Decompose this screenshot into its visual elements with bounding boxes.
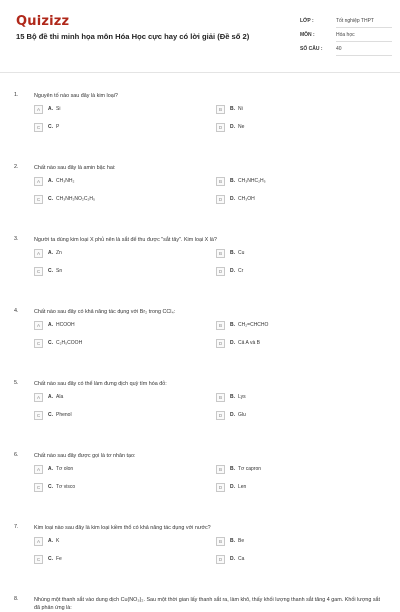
- answer-option-d[interactable]: [216, 266, 243, 276]
- option-letter: D.: [230, 124, 235, 130]
- option-letter: A.: [48, 394, 53, 400]
- question-number: 5.: [14, 380, 19, 386]
- option-letter: C.: [48, 196, 53, 202]
- option-text: Cả A và B: [238, 340, 260, 346]
- meta-key: LỚP :: [300, 18, 314, 24]
- option-text: CH₂=CHCHO: [238, 322, 269, 328]
- option-text: Zn: [56, 250, 62, 256]
- option-checkbox[interactable]: A: [34, 465, 43, 474]
- option-text: Tơ capron: [238, 466, 262, 472]
- option-text: Cr: [238, 268, 244, 274]
- option-text: K: [56, 538, 60, 544]
- question-text: Chất nào sau đây có khả năng tác dụng với Br₂ trong CCl₄:: [34, 309, 176, 315]
- option-checkbox[interactable]: B: [216, 537, 225, 546]
- option-letter: C.: [48, 124, 53, 130]
- answer-option-c[interactable]: [34, 266, 62, 276]
- option-checkbox[interactable]: C: [34, 555, 43, 564]
- option-text: CH₃OH: [238, 196, 255, 202]
- option-text: Ni: [238, 106, 243, 112]
- option-text: Ca: [238, 556, 245, 562]
- question-number: 8.: [14, 596, 19, 602]
- header-divider: [0, 72, 400, 73]
- question-number: 6.: [14, 452, 19, 458]
- option-letter: A.: [48, 466, 53, 472]
- option-checkbox[interactable]: D: [216, 483, 225, 492]
- option-checkbox[interactable]: A: [34, 249, 43, 258]
- option-letter: D.: [230, 556, 235, 562]
- question-text: Nguyên tố nào sau đây là kim loại?: [34, 93, 118, 99]
- question-number: 7.: [14, 524, 19, 530]
- option-checkbox[interactable]: C: [34, 123, 43, 132]
- option-text: Phenol: [56, 412, 72, 418]
- worksheet-title: 15 Bộ đề thi minh họa môn Hóa Học cực hay có lời giải (Đề số 2): [16, 32, 250, 41]
- option-letter: B.: [230, 538, 235, 544]
- answer-option-c[interactable]: [34, 554, 62, 564]
- answer-option-b[interactable]: [216, 392, 246, 402]
- quizizz-logo: Quizizz: [16, 14, 70, 29]
- option-letter: B.: [230, 178, 235, 184]
- question-text: Người ta dùng kim loại X phủ nên là sắt để thu được "sắt tây". Kim loại X là?: [34, 237, 217, 243]
- option-text: Si: [56, 106, 61, 112]
- question-text: Chất nào sau đây có thể làm đưng dịch quỳ tím hóa đỏ:: [34, 381, 167, 387]
- option-text: CH₃NHC₂H₅: [238, 178, 266, 184]
- option-letter: B.: [230, 394, 235, 400]
- question-number: 1.: [14, 92, 19, 98]
- answer-option-b[interactable]: [216, 464, 261, 474]
- answer-option-a[interactable]: [34, 176, 74, 186]
- answer-option-a[interactable]: [34, 248, 62, 258]
- answer-option-a[interactable]: [34, 464, 73, 474]
- meta-value: Hóa học: [336, 28, 392, 42]
- option-checkbox[interactable]: B: [216, 105, 225, 114]
- option-checkbox[interactable]: A: [34, 393, 43, 402]
- option-checkbox[interactable]: D: [216, 555, 225, 564]
- question-number: 3.: [14, 236, 19, 242]
- option-letter: B.: [230, 466, 235, 472]
- option-checkbox[interactable]: B: [216, 321, 225, 330]
- meta-row-class: [300, 14, 392, 28]
- meta-table: [300, 14, 392, 56]
- option-checkbox[interactable]: C: [34, 267, 43, 276]
- option-letter: B.: [230, 322, 235, 328]
- meta-key: MÔN :: [300, 32, 315, 38]
- option-checkbox[interactable]: A: [34, 177, 43, 186]
- option-checkbox[interactable]: D: [216, 267, 225, 276]
- option-text: Lys: [238, 394, 246, 400]
- answer-option-b[interactable]: [216, 176, 266, 186]
- option-letter: C.: [48, 484, 53, 490]
- answer-option-b[interactable]: [216, 248, 244, 258]
- option-text: Fe: [56, 556, 62, 562]
- option-letter: D.: [230, 340, 235, 346]
- answer-option-d[interactable]: [216, 122, 244, 132]
- option-letter: D.: [230, 484, 235, 490]
- option-checkbox[interactable]: A: [34, 537, 43, 546]
- option-text: Ne: [238, 124, 245, 130]
- option-text: Glu: [238, 412, 246, 418]
- option-letter: B.: [230, 250, 235, 256]
- option-text: Ala: [56, 394, 64, 400]
- answer-option-d[interactable]: [216, 482, 246, 492]
- option-checkbox[interactable]: D: [216, 195, 225, 204]
- answer-option-c[interactable]: [34, 122, 59, 132]
- answer-option-d[interactable]: [216, 194, 255, 204]
- meta-key: SỐ CÂU :: [300, 46, 323, 52]
- option-text: Tơ olon: [56, 466, 74, 472]
- option-letter: A.: [48, 106, 53, 112]
- option-text: Be: [238, 538, 245, 544]
- answer-option-a[interactable]: [34, 104, 60, 114]
- answer-option-a[interactable]: [34, 392, 63, 402]
- meta-value: Tốt nghiệp THPT: [336, 14, 392, 28]
- option-checkbox[interactable]: C: [34, 339, 43, 348]
- option-checkbox[interactable]: C: [34, 195, 43, 204]
- option-checkbox[interactable]: C: [34, 483, 43, 492]
- option-letter: C.: [48, 412, 53, 418]
- option-letter: A.: [48, 178, 53, 184]
- option-letter: B.: [230, 106, 235, 112]
- option-checkbox[interactable]: D: [216, 123, 225, 132]
- answer-option-c[interactable]: [34, 482, 75, 492]
- answer-option-d[interactable]: [216, 554, 244, 564]
- option-letter: A.: [48, 538, 53, 544]
- option-checkbox[interactable]: D: [216, 339, 225, 348]
- answer-option-b[interactable]: [216, 104, 243, 114]
- option-checkbox[interactable]: A: [34, 321, 43, 330]
- option-text: Tơ visco: [56, 484, 76, 490]
- answer-option-d[interactable]: [216, 410, 246, 420]
- question-text: Kim loại nào sau đây là kim loại kiềm thổ có khả năng tác dụng với nước?: [34, 525, 211, 531]
- question-text: Nhúng một thanh sắt vào dung dịch Cu(NO₃)₂. Sau một thời gian lấy thanh sắt ra, làm khô, thấy khối lượng thanh sắt tăng 4 gam. Khối lượng sắt đã phản ứng là:: [34, 597, 381, 611]
- worksheet-header: [0, 0, 400, 72]
- option-checkbox[interactable]: B: [216, 393, 225, 402]
- meta-value: 40: [336, 42, 392, 56]
- option-letter: A.: [48, 250, 53, 256]
- option-checkbox[interactable]: C: [34, 411, 43, 420]
- option-text: C₂H₅COOH: [56, 340, 83, 346]
- answer-option-c[interactable]: [34, 410, 72, 420]
- option-letter: C.: [48, 556, 53, 562]
- answer-option-b[interactable]: [216, 536, 244, 546]
- option-text: Cu: [238, 250, 245, 256]
- option-letter: D.: [230, 196, 235, 202]
- option-text: CH₃NH₂NO₂C₂H₅: [56, 196, 96, 202]
- option-checkbox[interactable]: B: [216, 249, 225, 258]
- meta-row-count: [300, 42, 392, 56]
- question-number: 2.: [14, 164, 19, 170]
- option-text: HCOOH: [56, 322, 75, 328]
- answer-option-d[interactable]: [216, 338, 260, 348]
- question-number: 4.: [14, 308, 19, 314]
- question-text: Chất nào sau đây là amin bậc hai:: [34, 165, 116, 171]
- option-checkbox[interactable]: D: [216, 411, 225, 420]
- option-text: P: [56, 124, 60, 130]
- meta-row-subject: [300, 28, 392, 42]
- option-letter: A.: [48, 322, 53, 328]
- answer-option-b[interactable]: [216, 320, 268, 330]
- option-checkbox[interactable]: B: [216, 465, 225, 474]
- answer-option-a[interactable]: [34, 536, 59, 546]
- option-letter: C.: [48, 268, 53, 274]
- answer-option-a[interactable]: [34, 320, 75, 330]
- option-text: CH₃NH₂: [56, 178, 75, 184]
- answer-option-c[interactable]: [34, 338, 82, 348]
- question-text: Chất nào sau đây được gọi là tơ nhân tạo:: [34, 453, 136, 459]
- option-letter: C.: [48, 340, 53, 346]
- option-letter: D.: [230, 412, 235, 418]
- option-text: Sn: [56, 268, 63, 274]
- option-text: Len: [238, 484, 247, 490]
- option-checkbox[interactable]: A: [34, 105, 43, 114]
- option-letter: D.: [230, 268, 235, 274]
- option-checkbox[interactable]: B: [216, 177, 225, 186]
- answer-option-c[interactable]: [34, 194, 95, 204]
